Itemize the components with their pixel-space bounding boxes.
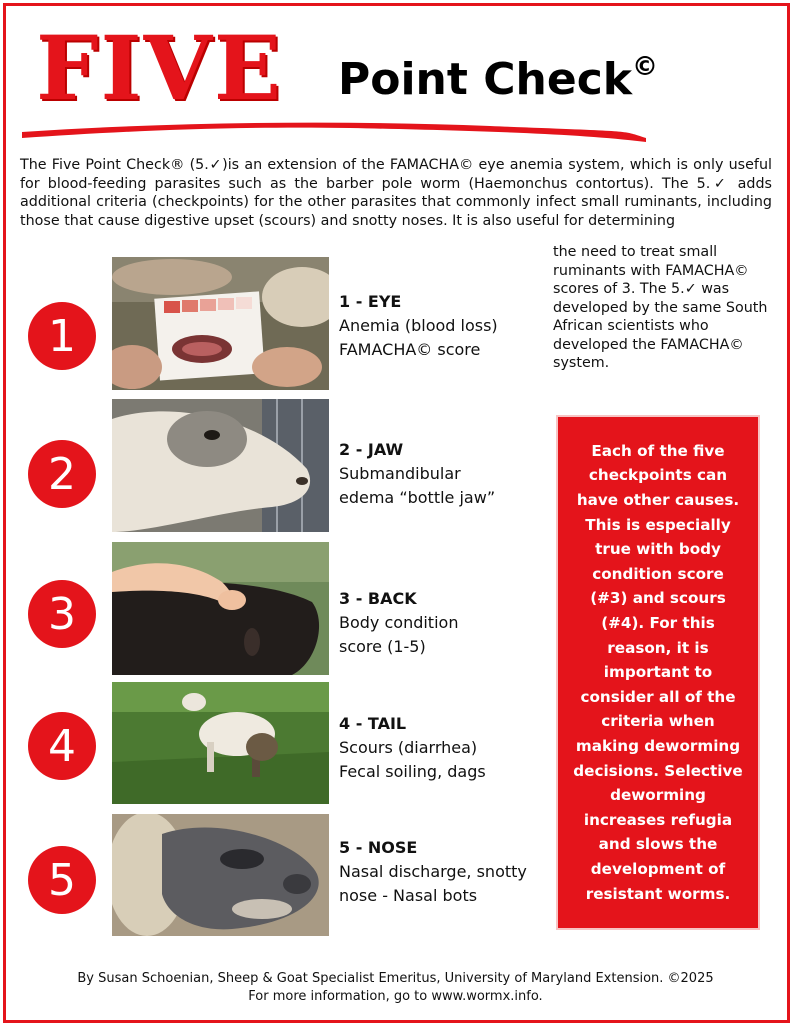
checkpoint-caption-5 — [339, 836, 549, 908]
checkpoint-line2-4: Fecal soiling, dags — [339, 762, 486, 781]
checkpoint-number-2: 2 — [28, 440, 96, 508]
checkpoint-line1-5: Nasal discharge, snotty — [339, 862, 527, 881]
intro-paragraph-continued: the need to treat small ruminants with FAMACHA© scores of 3. The 5.✓ was developed by the same South African scientists who developed the FAMACHA© system. — [553, 244, 768, 371]
checkpoint-caption-4 — [339, 712, 549, 784]
checkpoint-line2-5: nose - Nasal bots — [339, 886, 478, 905]
title-underline-swoosh — [20, 118, 650, 142]
checkpoint-heading-5: 5 - NOSE — [339, 838, 418, 857]
intro-paragraph: The Five Point Check® (5.✓)is an extension of the FAMACHA© eye anemia system, which is only useful for blood-feeding parasites such as the barber pole worm (Haemonchus contortus). The 5.✓ adds additional criteria (checkpoints) for the other parasites that commonly infect small ruminants, including those that cause digestive upset (scours) and snotty noses. It is also useful for determining — [20, 157, 772, 229]
checkpoint-line2-2: edema “bottle jaw” — [339, 488, 496, 507]
checkpoint-line1-1: Anemia (blood loss) — [339, 316, 498, 335]
footer — [0, 970, 791, 1006]
checkpoint-caption-2 — [339, 438, 549, 510]
sheep-tail-photo — [112, 682, 329, 815]
sidebar-note-text: Each of the five checkpoints can have other causes. This is especially true with body condition score (#3) and scours (#4). For this reason, it is important to consider all of the criteria when making deworming decisions. Selective deworming increases refugia and slows the development of resistant worms. — [573, 441, 743, 903]
sidebar-note-box — [558, 417, 758, 928]
footer-credit: By Susan Schoenian, Sheep & Goat Specialist Emeritus, University of Maryland Extension. ©2025 — [77, 971, 714, 986]
checkpoint-line2-3: score (1-5) — [339, 637, 426, 656]
checkpoint-heading-2: 2 - JAW — [339, 440, 404, 459]
checkpoint-line2-1: FAMACHA© score — [339, 340, 481, 359]
famacha-card-photo — [112, 257, 329, 390]
checkpoint-number-5: 5 — [28, 846, 96, 914]
sheep-back-photo — [112, 542, 329, 675]
checkpoint-caption-3 — [339, 587, 549, 659]
title-point-check — [338, 52, 659, 105]
checkpoint-number-4: 4 — [28, 712, 96, 780]
checkpoint-heading-4: 4 - TAIL — [339, 714, 407, 733]
title-five: FIVE — [36, 16, 283, 120]
checkpoint-heading-3: 3 - BACK — [339, 589, 417, 608]
checkpoint-line1-4: Scours (diarrhea) — [339, 738, 478, 757]
sheep-nose-photo — [112, 814, 329, 936]
title-copyright-mark: © — [632, 52, 659, 82]
checkpoint-line1-2: Submandibular — [339, 464, 461, 483]
title-point-check-text: Point Check — [338, 54, 633, 105]
checkpoint-number-1: 1 — [28, 302, 96, 370]
checkpoint-heading-1: 1 - EYE — [339, 292, 402, 311]
footer-more-info: For more information, go to www.wormx.info. — [248, 989, 543, 1004]
checkpoint-number-3: 3 — [28, 580, 96, 648]
checkpoint-line1-3: Body condition — [339, 613, 459, 632]
checkpoint-caption-1 — [339, 290, 549, 362]
sheep-jaw-photo — [112, 399, 329, 532]
